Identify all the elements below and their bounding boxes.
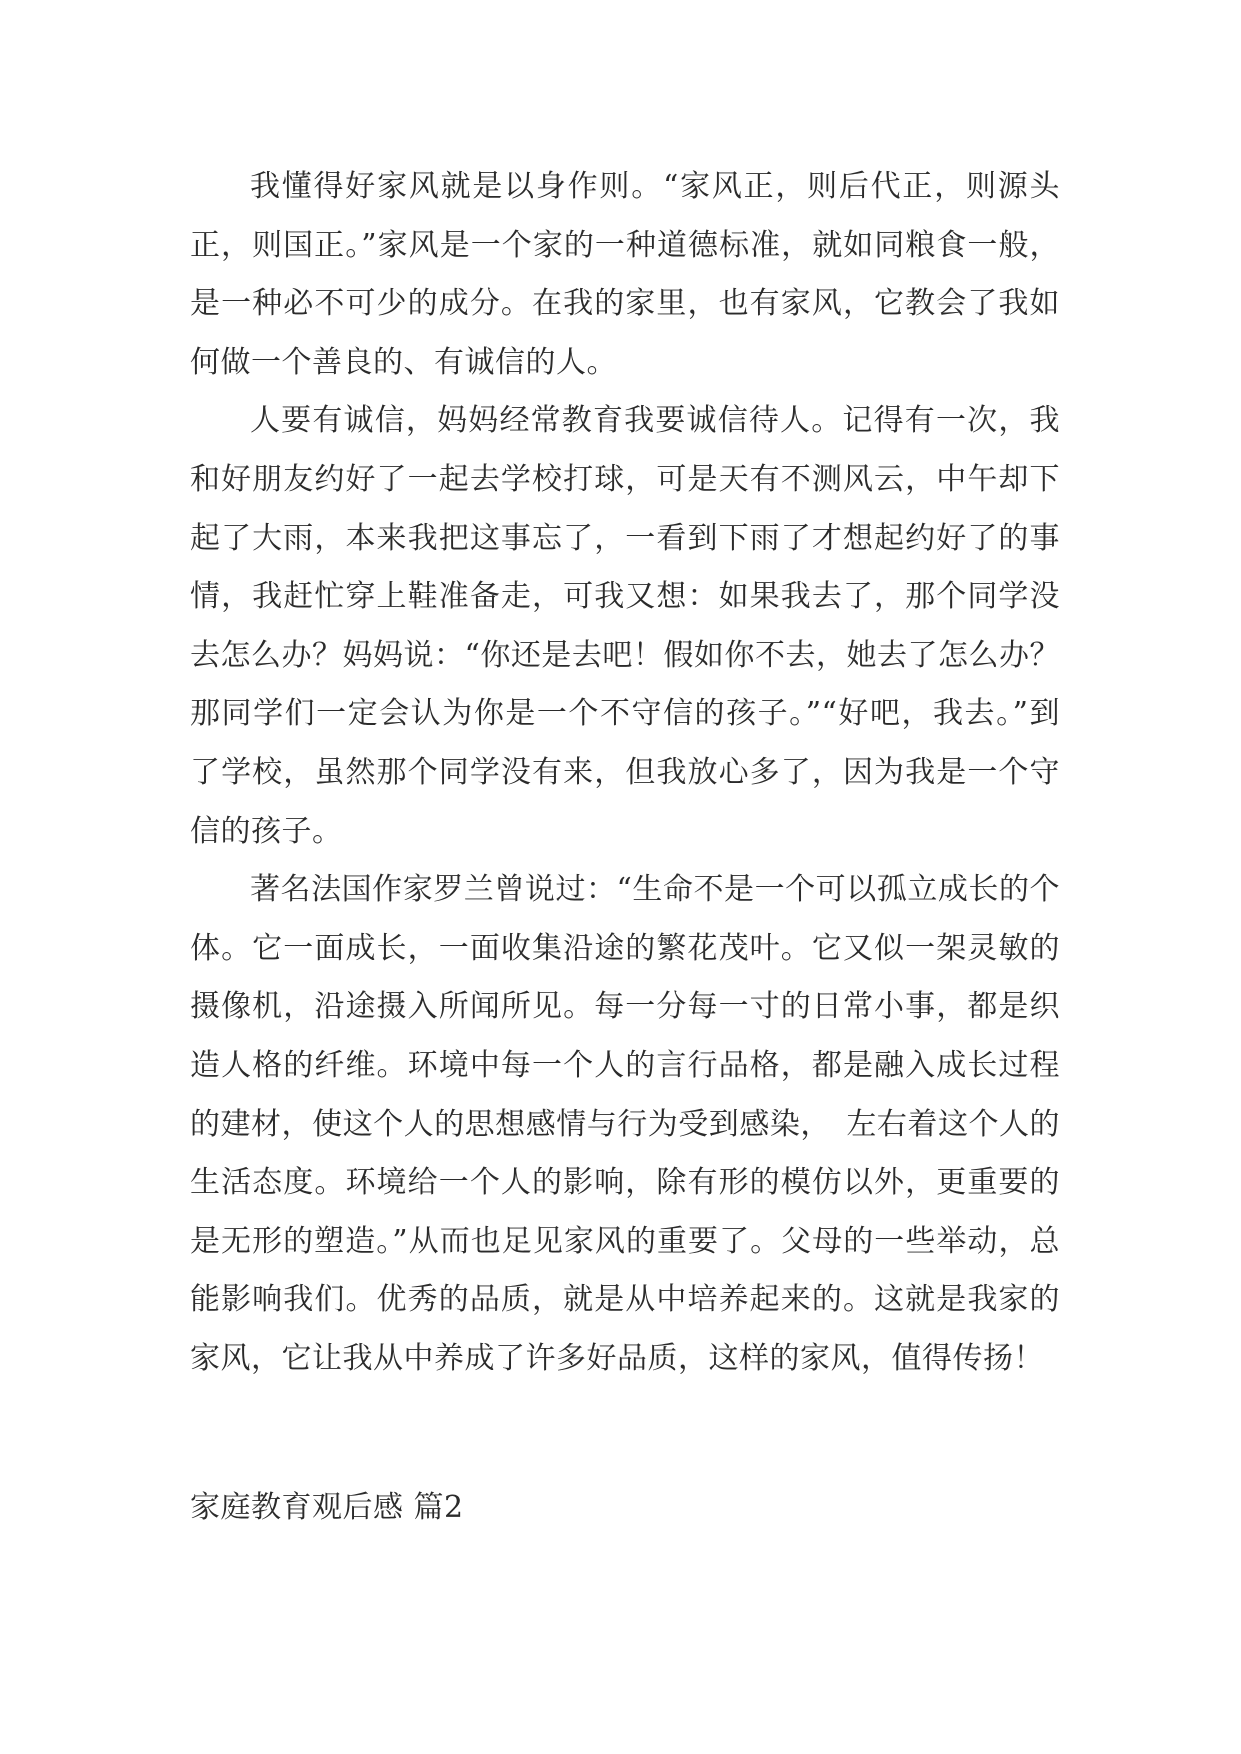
paragraph-rolland-quote: 著名法国作家罗兰曾说过：“生命不是一个可以孤立成长的个体。它一面成长，一面收集沿途的繁花茂叶。它又似一架灵敏的摄像机，沿途摄入所闻所见。每一分每一寸的日常小事，都是织造人格的纤维。环境中每一个人的言行品格，都是融入成长过程的建材，使这个人的思想感情与行为受到感染， 左右着这个人的生活态度。环境给一个人的影响，除有形的模仿以外，更重要的是无形的塑造。”从而也足见家风的重要了。父母的一些举动，总能影响我们。优秀的品质，就是从中培养起来的。这就是我家的家风，它让我从中养成了许多好品质，这样的家风，值得传扬！ (190, 872, 1060, 1376)
paragraph-family-tradition: 我懂得好家风就是以身作则。“家风正，则后代正，则源头正，则国正。”家风是一个家的一种道德标准，就如同粮食一般，是一种必不可少的成分。在我的家里，也有家风，它教会了我如何做一个善良的、有诚信的人。 (190, 169, 1060, 380)
section-heading: 家庭教育观后感 篇2 (190, 1490, 464, 1525)
document-body (190, 158, 1060, 1388)
paragraph-honesty-story: 人要有诚信，妈妈经常教育我要诚信待人。记得有一次，我和好朋友约好了一起去学校打球，可是天有不测风云，中午却下起了大雨，本来我把这事忘了，一看到下雨了才想起约好了的事情，我赶忙穿上鞋准备走，可我又想：如果我去了，那个同学没去怎么办？妈妈说：“你还是去吧！假如你不去，她去了怎么办？那同学们一定会认为你是一个不守信的孩子。”“好吧，我去。”到了学校，虽然那个同学没有来，但我放心多了，因为我是一个守信的孩子。 (190, 403, 1060, 849)
